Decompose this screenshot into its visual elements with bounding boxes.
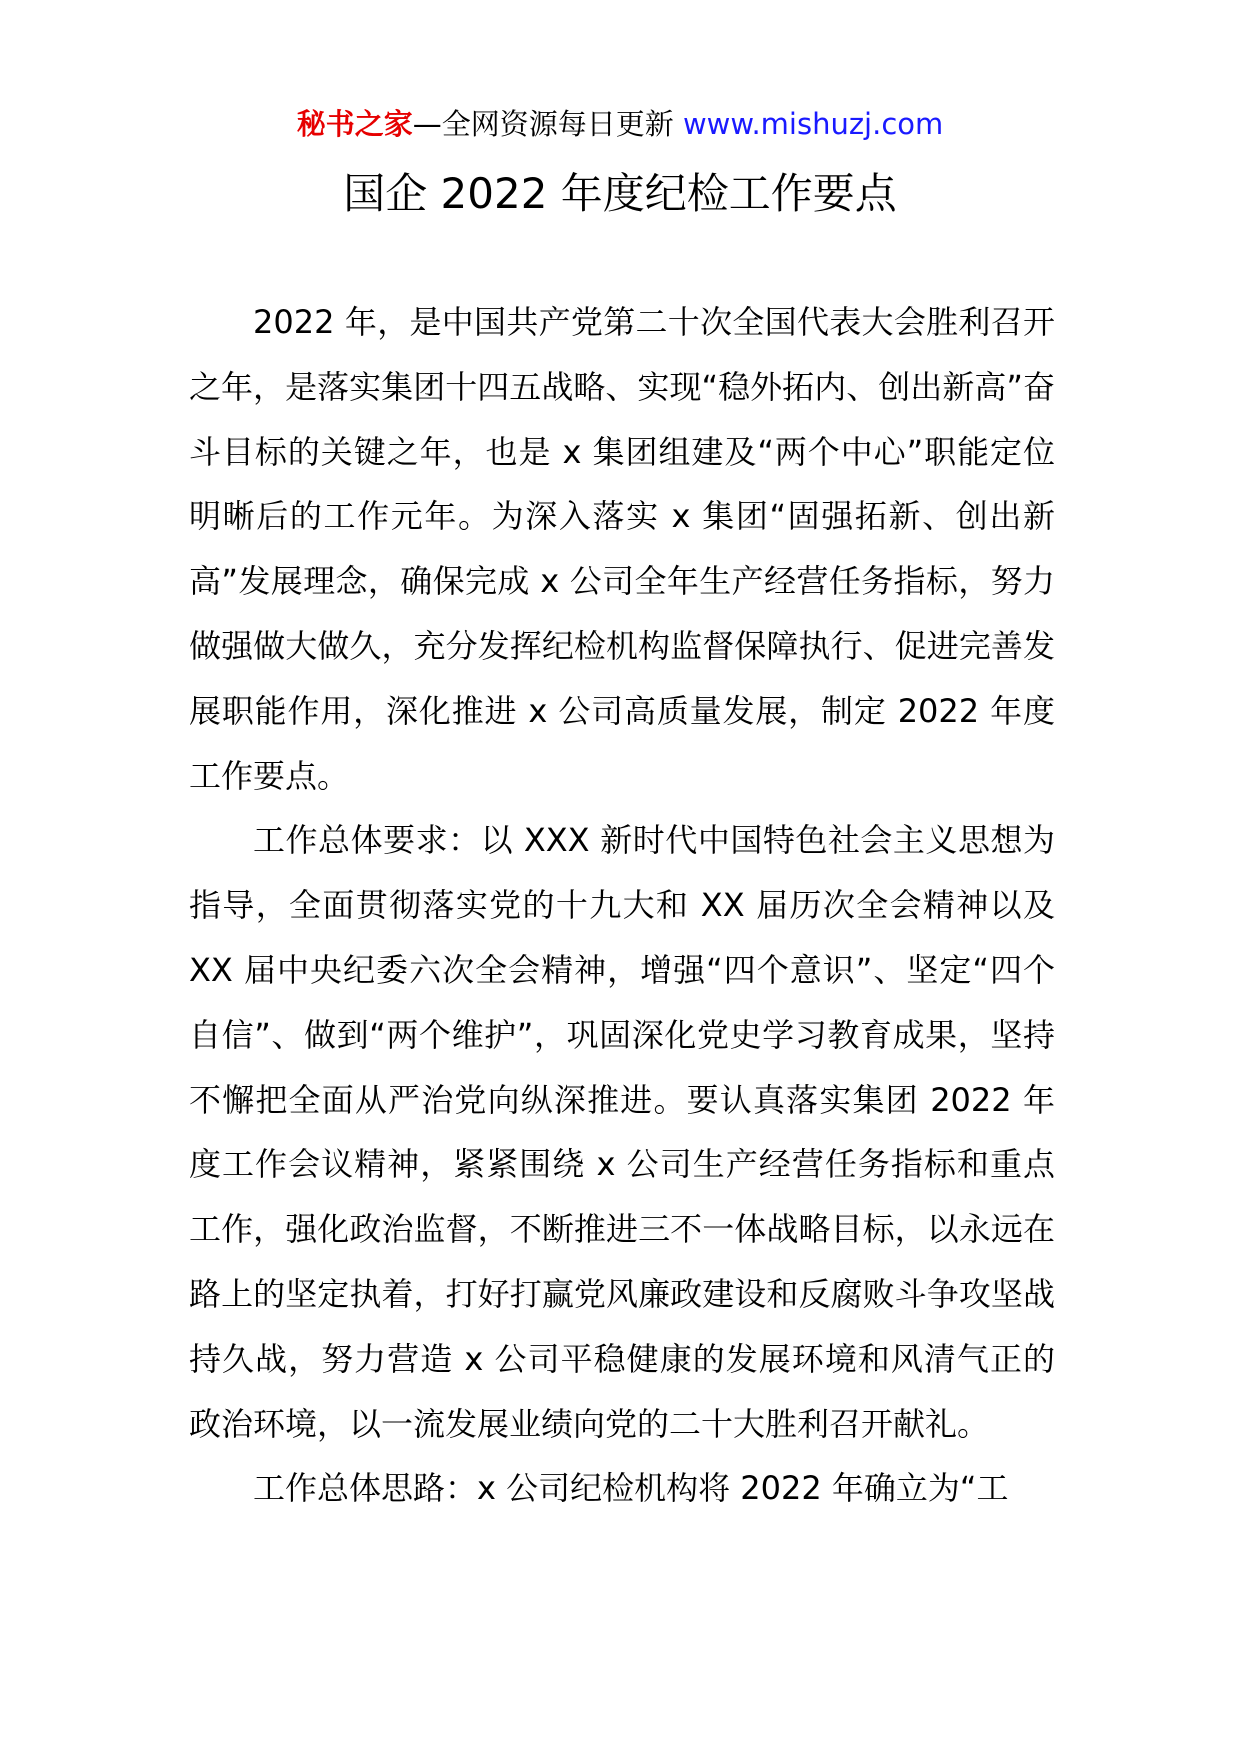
document-title: 国企 2022 年度纪检工作要点 — [343, 169, 897, 218]
site-banner — [0, 104, 1240, 144]
paragraph-intro: 2022 年，是中国共产党第二十次全国代表大会胜利召开之年，是落实集团十四五战略、实现“稳外拓内、创出新高”奋斗目标的关键之年，也是 x 集团组建及“两个中心”职能定位明晰后的工作元年。为深入落实 x 集团“固强拓新、创出新高”发展理念，确保完成 x 公司全年生产经营任务指标，努力做强做大做久，充分发挥纪检机构监督保障执行、促进完善发展职能作用，深化推进 x 公司高质量发展，制定 2022 年度工作要点。 — [189, 303, 1055, 795]
document-body — [189, 290, 1055, 1521]
site-slogan: —全网资源每日更新 — [412, 107, 674, 141]
site-brand: 秘书之家 — [296, 107, 413, 141]
paragraph-overall-approach: 工作总体思路：x 公司纪检机构将 2022 年确立为“工 — [253, 1469, 1009, 1508]
site-url-link[interactable]: www.mishuzj.com — [682, 107, 944, 141]
paragraph-overall-requirements: 工作总体要求：以 XXX 新时代中国特色社会主义思想为指导，全面贯彻落实党的十九大和 XX 届历次全会精神以及 XX 届中央纪委六次全会精神，增强“四个意识”、坚定“四个自信”、做到“两个维护”，巩固深化党史学习教育成果，坚持不懈把全面从严治党向纵深推进。要认真落实集团 2022 年度工作会议精神，紧紧围绕 x 公司生产经营任务指标和重点工作，强化政治监督，不断推进三不一体战略目标，以永远在路上的坚定执着，打好打赢党风廉政建设和反腐败斗争攻坚战持久战，努力营造 x 公司平稳健康的发展环境和风清气正的政治环境，以一流发展业绩向党的二十大胜利召开献礼。 — [189, 821, 1055, 1443]
